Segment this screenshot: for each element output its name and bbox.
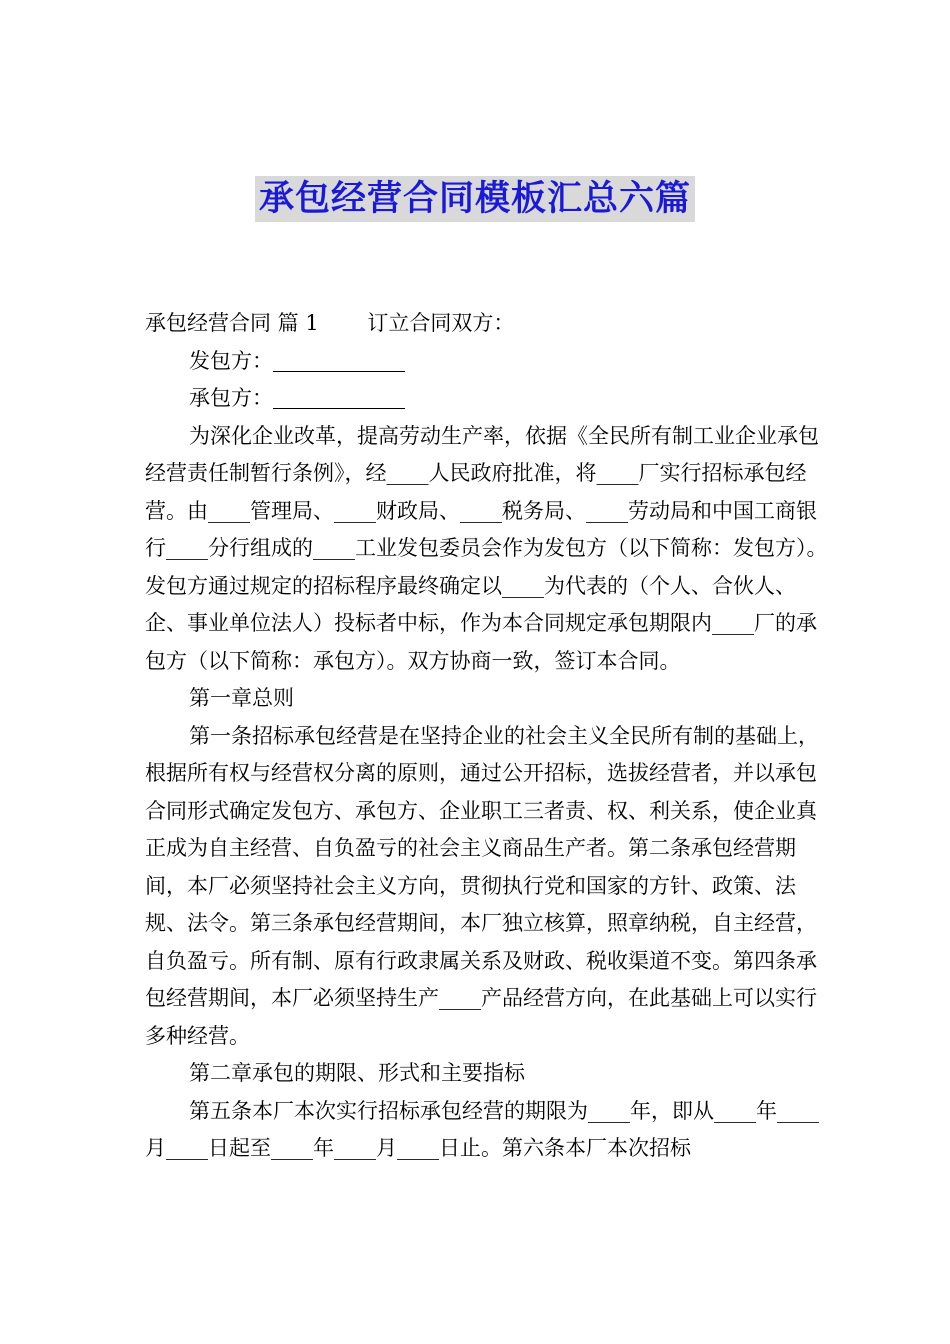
employer-line	[145, 343, 835, 381]
chapter-1-articles: 第一条招标承包经营是在坚持企业的社会主义全民所有制的基础上，根据所有权与经营权分离的原则，通过公开招标，选拔经营者，并以承包合同形式确定发包方、承包方、企业职工三者责、权、利关系，使企业真正成为自主经营、自负盈亏的社会主义商品生产者。第二条承包经营期间，本厂必须坚持社会主义方向，贯彻执行党和国家的方针、政策、法规、法令。第三条承包经营期间，本厂独立核算，照章纳税，自主经营，自负盈亏。所有制、原有行政隶属关系及财政、税收渠道不变。第四条承包经营期间，本厂必须坚持生产____产品经营方向，在此基础上可以实行多种经营。	[145, 723, 819, 1048]
contractor-line	[145, 380, 835, 418]
employer-blank	[273, 349, 405, 372]
preamble-paragraph: 为深化企业改革，提高劳动生产率，依据《全民所有制工业企业承包经营责任制暂行条例》，经____人民政府批准，将____厂实行招标承包经营。由____管理局、____财政局、____税务局、____劳动局和中国工商银行____分行组成的____工业发包委员会作为发包方（以下简称：发包方）。发包方通过规定的招标程序最终确定以____为代表的（个人、合伙人、企、事业单位法人）投标者中标，作为本合同规定承包期限内____厂的承包方（以下简称：承包方）。双方协商一致，签订本合同。	[145, 423, 828, 673]
contractor-blank	[273, 386, 405, 409]
document-body	[145, 305, 835, 1168]
chapter-2-articles: 第五条本厂本次实行招标承包经营的期限为____年，即从____年____月____日起至____年____月____日止。第六条本厂本次招标	[145, 1098, 819, 1160]
employer-label: 发包方：	[189, 348, 273, 373]
contract-heading: 承包经营合同 篇 1 订立合同双方：	[145, 311, 515, 335]
contractor-label: 承包方：	[189, 386, 273, 410]
chapter-2-heading: 第二章承包的期限、形式和主要指标	[189, 1061, 525, 1085]
chapter-1-heading: 第一章总则	[189, 686, 294, 710]
document-title: 承包经营合同模板汇总六篇	[255, 176, 695, 222]
title-container	[0, 176, 950, 222]
